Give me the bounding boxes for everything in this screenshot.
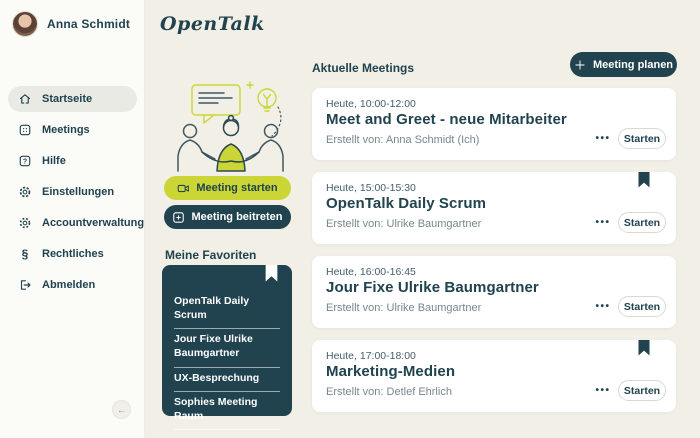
avatar[interactable] — [12, 11, 38, 37]
favorites-title: Meine Favoriten — [165, 248, 257, 262]
home-icon — [18, 92, 32, 106]
meeting-room-icon — [18, 123, 32, 137]
plus-icon — [574, 59, 586, 71]
meeting-creator: Erstellt von: Ulrike Baumgartner — [326, 302, 482, 314]
starten-button[interactable]: Starten — [618, 128, 666, 149]
meeting-title: OpenTalk Daily Scrum — [326, 195, 487, 212]
meeting-title: Jour Fixe Ulrike Baumgartner — [326, 279, 539, 296]
sidebar-item-meetings[interactable] — [8, 117, 137, 143]
meeting-card — [312, 88, 676, 160]
join-meeting-button[interactable] — [164, 205, 291, 229]
meeting-card — [312, 340, 676, 412]
meeting-card — [312, 256, 676, 328]
sidebar-item-label: Meetings — [42, 124, 90, 136]
sidebar-item-label: Hilfe — [42, 155, 66, 167]
plan-meeting-label: Meeting planen — [592, 58, 674, 71]
sidebar-item-hilfe[interactable] — [8, 148, 137, 174]
sidebar-item-rechtliches[interactable] — [8, 241, 137, 267]
plan-meeting-button[interactable] — [570, 52, 677, 77]
more-menu-icon[interactable]: ••• — [595, 132, 611, 144]
meeting-creator: Erstellt von: Ulrike Baumgartner — [326, 218, 482, 230]
sidebar-item-label: Einstellungen — [42, 186, 115, 198]
svg-text:?: ? — [22, 158, 28, 166]
start-meeting-button[interactable] — [164, 176, 291, 200]
sidebar-collapse-button[interactable] — [112, 400, 131, 419]
favorite-item[interactable]: Jour Fixe Ulrike Baumgartner — [174, 329, 280, 367]
meeting-time: Heute, 16:00-16:45 — [326, 266, 416, 278]
join-meeting-label: Meeting beitreten — [191, 211, 283, 223]
sidebar-item-label: Accountverwaltung — [42, 217, 145, 229]
account-gear-icon — [18, 216, 32, 230]
meeting-creator: Erstellt von: Detlef Ehrlich — [326, 386, 452, 398]
sidebar — [0, 0, 145, 438]
sidebar-item-label: Rechtliches — [42, 248, 104, 260]
help-icon — [18, 154, 32, 168]
starten-button[interactable]: Starten — [618, 296, 666, 317]
sidebar-item-label: Startseite — [42, 93, 93, 105]
sidebar-item-einstellungen[interactable] — [8, 179, 137, 205]
sidebar-nav — [8, 86, 145, 303]
more-menu-icon[interactable]: ••• — [595, 300, 611, 312]
starten-button[interactable]: Starten — [618, 212, 666, 233]
meeting-creator: Erstellt von: Anna Schmidt (Ich) — [326, 134, 480, 146]
meeting-illustration — [168, 78, 296, 172]
meeting-time: Heute, 15:00-15:30 — [326, 182, 416, 194]
user-profile[interactable] — [12, 11, 130, 37]
video-camera-icon — [177, 182, 190, 195]
plus-square-icon — [172, 211, 185, 224]
favorite-item[interactable]: Sophies Meeting Raum — [174, 392, 280, 430]
collapse-arrow-icon: ← — [117, 404, 126, 415]
logout-icon — [18, 278, 32, 292]
section-sign-icon: § — [21, 247, 29, 261]
starten-button[interactable]: Starten — [618, 380, 666, 401]
more-menu-icon[interactable]: ••• — [595, 384, 611, 396]
sidebar-item-accountverwaltung[interactable] — [8, 210, 145, 236]
meeting-time: Heute, 17:00-18:00 — [326, 350, 416, 362]
meeting-card — [312, 172, 676, 244]
favorite-item[interactable]: UX-Besprechung — [174, 368, 280, 393]
favorite-item[interactable]: OpenTalk Daily Scrum — [174, 291, 280, 329]
meeting-title: Meet and Greet - neue Mitarbeiter — [326, 111, 567, 128]
opentalk-logo: OpenTalk — [160, 13, 265, 35]
current-meetings-title: Aktuelle Meetings — [312, 61, 415, 75]
meeting-time: Heute, 10:00-12:00 — [326, 98, 416, 110]
start-meeting-label: Meeting starten — [196, 182, 278, 194]
bookmark-icon[interactable] — [638, 340, 650, 356]
meeting-title: Marketing-Medien — [326, 363, 456, 380]
more-menu-icon[interactable]: ••• — [595, 216, 611, 228]
bookmark-icon — [265, 265, 278, 282]
user-name: Anna Schmidt — [47, 17, 131, 31]
bookmark-icon[interactable] — [638, 172, 650, 188]
sidebar-item-label: Abmelden — [42, 279, 96, 291]
sidebar-item-startseite[interactable] — [8, 86, 137, 112]
sidebar-item-abmelden[interactable] — [8, 272, 137, 298]
favorites-card — [162, 265, 292, 422]
gear-icon — [18, 185, 32, 199]
